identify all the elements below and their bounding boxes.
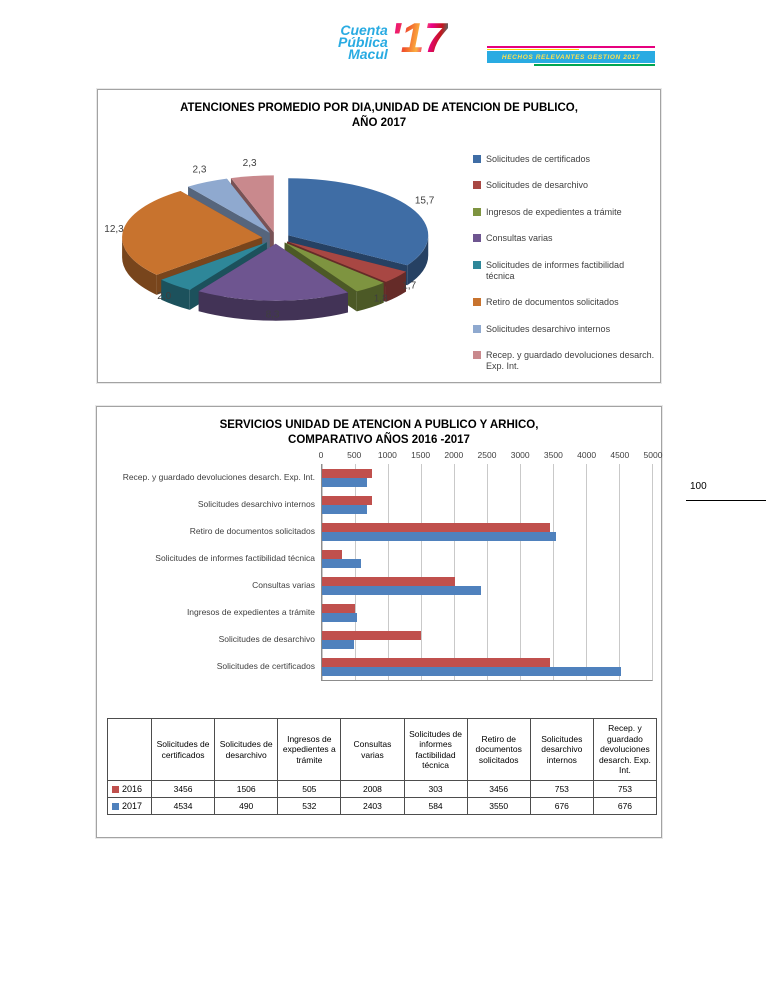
table-value-cell: 490: [215, 798, 278, 815]
legend-item: [473, 297, 655, 308]
table-value-cell: 3456: [152, 781, 215, 798]
pie-value-label: 12,3: [104, 224, 124, 236]
logo-wordmark: [338, 24, 388, 60]
table-value-cell: 3550: [467, 798, 530, 815]
bar-row: [322, 518, 652, 545]
legend-label: Solicitudes de desarchivo: [486, 180, 589, 191]
bar-category-label: Solicitudes de certificados: [216, 661, 315, 671]
banner-stripe-yellow: [487, 49, 579, 50]
legend-swatch: [473, 298, 481, 306]
table-value-cell: 303: [404, 781, 467, 798]
table-row: [108, 781, 657, 798]
legend-item: [473, 154, 655, 165]
legend-label: Solicitudes de certificados: [486, 154, 591, 164]
legend-item: [473, 233, 655, 244]
legend-swatch: [473, 181, 481, 189]
legend-item: [473, 260, 655, 282]
legend-label: Recep. y guardado devoluciones desarch. Exp. Int.: [486, 349, 655, 371]
cuenta-publica-macul-logo: [338, 14, 448, 62]
data-table-wrap: [107, 718, 657, 815]
pie-value-label: 2,3: [242, 158, 257, 169]
logo-year-17: '17: [390, 14, 448, 61]
pie-chart-panel: [97, 89, 661, 383]
pie-value-label: 1,7: [402, 280, 417, 292]
bar-category-label: Solicitudes de informes factibilidad técnica: [155, 553, 315, 563]
legend-item: [473, 207, 655, 218]
legend-item: [473, 324, 655, 335]
pie-value-label: 15,7: [414, 195, 435, 207]
legend-item: [473, 350, 655, 372]
bar-2017: [322, 532, 556, 541]
banner-stripe-green: [534, 64, 655, 66]
logo-line1: Cuenta: [340, 22, 388, 38]
bar-2016: [322, 658, 550, 667]
bar-row: [322, 626, 652, 653]
series-swatch: [112, 803, 119, 810]
legend-label: Solicitudes desarchivo internos: [486, 323, 611, 334]
table-header-cell: Solicitudes de desarchivo: [215, 719, 278, 781]
x-tick-label: 2000: [444, 450, 464, 460]
bar-2017: [322, 640, 354, 649]
table-value-cell: 3456: [467, 781, 530, 798]
table-header-cell: Ingresos de expedientes a trámite: [278, 719, 341, 781]
x-tick-label: 3000: [510, 450, 530, 460]
bar-2017: [322, 505, 367, 514]
table-value-cell: 1506: [215, 781, 278, 798]
bar-category-label: Solicitudes desarchivo internos: [197, 499, 315, 509]
legend-label: Consultas varias: [486, 233, 553, 244]
data-table: [107, 718, 657, 815]
x-tick-label: 4500: [610, 450, 630, 460]
bar-row: [322, 572, 652, 599]
bar-2016: [322, 550, 342, 559]
table-row-header: 2017: [108, 798, 152, 815]
bar-chart-title: SERVICIOS UNIDAD DE ATENCION A PUBLICO Y ARHICO, COMPARATIVO AÑOS 2016 -2017: [219, 419, 539, 446]
bar-2017: [322, 667, 621, 676]
table-value-cell: 753: [530, 781, 593, 798]
bar-category-label: Consultas varias: [252, 580, 315, 590]
bar-row: [322, 545, 652, 572]
legend-label: Retiro de documentos solicitados: [486, 297, 619, 308]
bar-category-label: Recep. y guardado devoluciones desarch. Exp. Int.: [122, 472, 315, 482]
legend-swatch: [473, 325, 481, 333]
x-tick-label: 500: [347, 450, 362, 460]
table-header-cell: Solicitudes de certificados: [152, 719, 215, 781]
x-tick-label: 1500: [411, 450, 431, 460]
page-number: 100: [690, 481, 707, 492]
bar-2017: [322, 478, 367, 487]
banner-title: HECHOS RELEVANTES GESTION 2017: [487, 51, 655, 63]
table-header-cell: Recep. y guardado devoluciones desarch. Exp. Int.: [593, 719, 656, 781]
table-row-header: 2016: [108, 781, 152, 798]
bar-chart-area: [103, 464, 653, 681]
pie-value-label: 2,3: [192, 164, 207, 176]
table-value-cell: 2008: [341, 781, 404, 798]
x-tick-label: 3500: [543, 450, 563, 460]
bar-2017: [322, 559, 361, 568]
bar-2016: [322, 496, 372, 505]
x-tick-label: 4000: [577, 450, 597, 460]
table-header-cell: Solicitudes de informes factibilidad técnica: [404, 719, 467, 781]
table-header-cell: Consultas varias: [341, 719, 404, 781]
table-value-cell: 532: [278, 798, 341, 815]
table-value-cell: 2403: [341, 798, 404, 815]
bar-2016: [322, 469, 372, 478]
pie-value-label: 8,3: [265, 309, 280, 321]
logo-line2: Pública: [338, 34, 388, 50]
table-header-cell: Solicitudes desarchivo internos: [530, 719, 593, 781]
bar-category-label: Ingresos de expedientes a trámite: [186, 607, 315, 617]
legend-swatch: [473, 261, 481, 269]
legend-swatch: [473, 208, 481, 216]
bar-row: [322, 653, 652, 680]
x-tick-label: 0: [318, 450, 324, 460]
table-value-cell: 753: [593, 781, 656, 798]
bar-category-label: Solicitudes de desarchivo: [218, 634, 315, 644]
legend-swatch: [473, 155, 481, 163]
pie-legend: [473, 154, 655, 372]
bar-2017: [322, 613, 357, 622]
pie-value-label: 1,8: [373, 293, 388, 305]
x-tick-label: 5000: [643, 450, 663, 460]
x-tick-label: 1000: [377, 450, 397, 460]
table-value-cell: 676: [530, 798, 593, 815]
bar-x-axis: [318, 448, 663, 462]
table-header-cell: Retiro de documentos solicitados: [467, 719, 530, 781]
bar-2016: [322, 577, 455, 586]
bar-2016: [322, 631, 421, 640]
page-number-rule: [686, 500, 766, 501]
legend-label: Solicitudes de informes factibilidad técnica: [486, 259, 625, 281]
legend-label: Ingresos de expedientes a trámite: [486, 206, 622, 217]
series-swatch: [112, 786, 119, 793]
pie-chart-title: ATENCIONES PROMEDIO POR DIA,UNIDAD DE ATENCION DE PUBLICO, AÑO 2017: [180, 102, 578, 129]
bar-row: [322, 464, 652, 491]
bar-2016: [322, 523, 550, 532]
header-banner: [487, 46, 655, 66]
bar-2016: [322, 604, 355, 613]
x-tick-label: 2500: [477, 450, 497, 460]
table-corner-cell: [108, 719, 152, 781]
legend-swatch: [473, 234, 481, 242]
table-value-cell: 505: [278, 781, 341, 798]
table-value-cell: 4534: [152, 798, 215, 815]
legend-swatch: [473, 351, 481, 359]
data-table-body: [108, 781, 657, 815]
data-table-header-row: [108, 719, 657, 781]
bar-category-label: Retiro de documentos solicitados: [189, 526, 315, 536]
bar-2017: [322, 586, 481, 595]
table-value-cell: 584: [404, 798, 467, 815]
bar-plot: [321, 464, 653, 681]
pie-value-label: 2,0: [157, 290, 172, 302]
bar-row: [322, 491, 652, 518]
legend-item: [473, 180, 655, 191]
logo-line3: Macul: [348, 46, 388, 62]
pie-3d: [98, 152, 498, 362]
banner-stripe-magenta: [487, 46, 655, 48]
bar-category-labels: [103, 464, 321, 681]
table-value-cell: 676: [593, 798, 656, 815]
bar-row: [322, 599, 652, 626]
bar-chart-panel: [96, 406, 662, 838]
table-row: [108, 798, 657, 815]
